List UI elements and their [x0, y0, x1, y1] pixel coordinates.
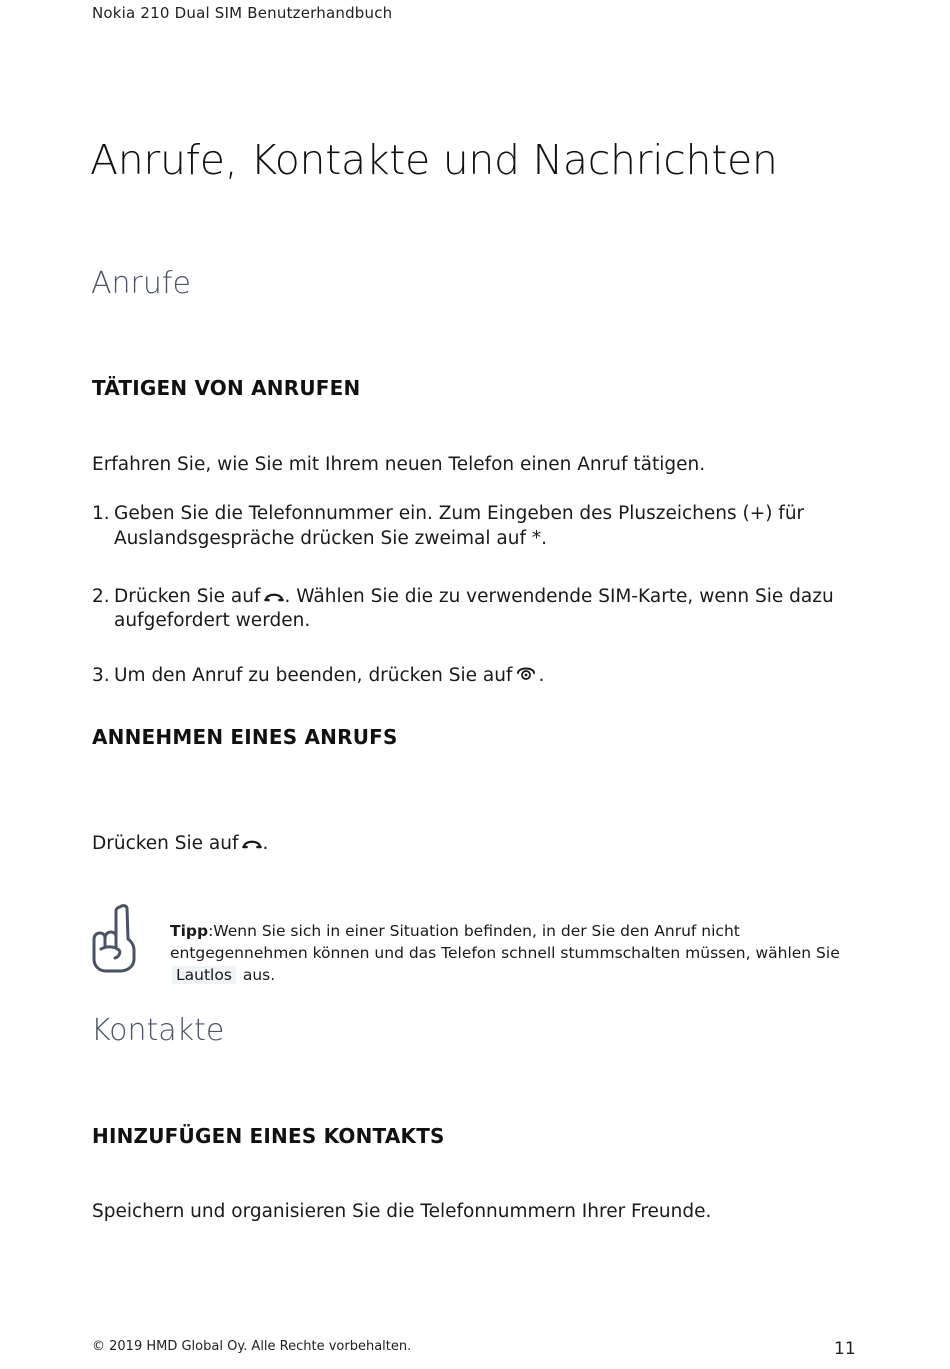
list-text: [114, 585, 852, 632]
step-1-line-2: Auslandsgespräche drücken Sie zweimal auf *.: [114, 528, 547, 549]
list-item-step-2: [92, 585, 852, 632]
call-key-icon: [242, 833, 262, 857]
list-item-step-3: [92, 664, 852, 688]
footer-copyright: © 2019 HMD Global Oy. Alle Rechte vorbehalten.: [92, 1339, 412, 1354]
list-item-step-1: [92, 502, 852, 550]
call-key-icon: [264, 586, 284, 609]
list-number: 1.: [92, 503, 110, 524]
step-2-text-after: . Wählen Sie die zu verwendende SIM-Karte, wenn Sie dazu aufgefordert werden.: [114, 586, 834, 631]
step-3-text-before: Um den Anruf zu beenden, drücken Sie auf: [114, 665, 513, 686]
list-number: 3.: [92, 665, 110, 686]
subheading-answering-calls: ANNEHMEN EINES ANRUFS: [92, 725, 398, 749]
page-number: 11: [834, 1339, 856, 1359]
subheading-making-calls: TÄTIGEN VON ANRUFEN: [92, 376, 361, 400]
answering-text-before: Drücken Sie auf: [92, 833, 239, 854]
subheading-adding-contact: HINZUFÜGEN EINES KONTAKTS: [92, 1124, 445, 1148]
ui-term-lautlos: Lautlos: [172, 966, 236, 984]
step-2-text-before: Drücken Sie auf: [114, 586, 261, 607]
list-number: 2.: [92, 586, 110, 607]
end-key-icon: [515, 665, 537, 688]
running-header: Nokia 210 Dual SIM Benutzerhandbuch: [92, 4, 393, 22]
list-text: [114, 502, 852, 550]
section-title-calls: Anrufe: [91, 266, 191, 301]
step-3-text-after: .: [538, 665, 545, 686]
answering-text-after: .: [262, 833, 269, 854]
step-1-line-1: Geben Sie die Telefonnummer ein. Zum Eingeben des Pluszeichens (+) für: [114, 503, 805, 524]
tip-label: Tipp: [170, 922, 209, 940]
tip-text: [170, 920, 870, 986]
answering-text: [92, 832, 268, 857]
adding-contact-intro: Speichern und organisieren Sie die Telefonnummern Ihrer Freunde.: [92, 1201, 712, 1222]
making-calls-intro: Erfahren Sie, wie Sie mit Ihrem neuen Telefon einen Anruf tätigen.: [92, 454, 706, 475]
list-text: [114, 664, 852, 688]
pointing-hand-icon: [92, 903, 136, 977]
tip-body: :Wenn Sie sich in einer Situation befinden, in der Sie den Anruf nicht entgegennehmen können und das Telefon schnell stummschalten müssen, wählen Sie: [170, 922, 840, 962]
tip-body-end: aus.: [242, 966, 276, 984]
chapter-title: Anrufe, Kontakte und Nachrichten: [90, 136, 778, 184]
section-title-contacts: Kontakte: [91, 1013, 225, 1048]
